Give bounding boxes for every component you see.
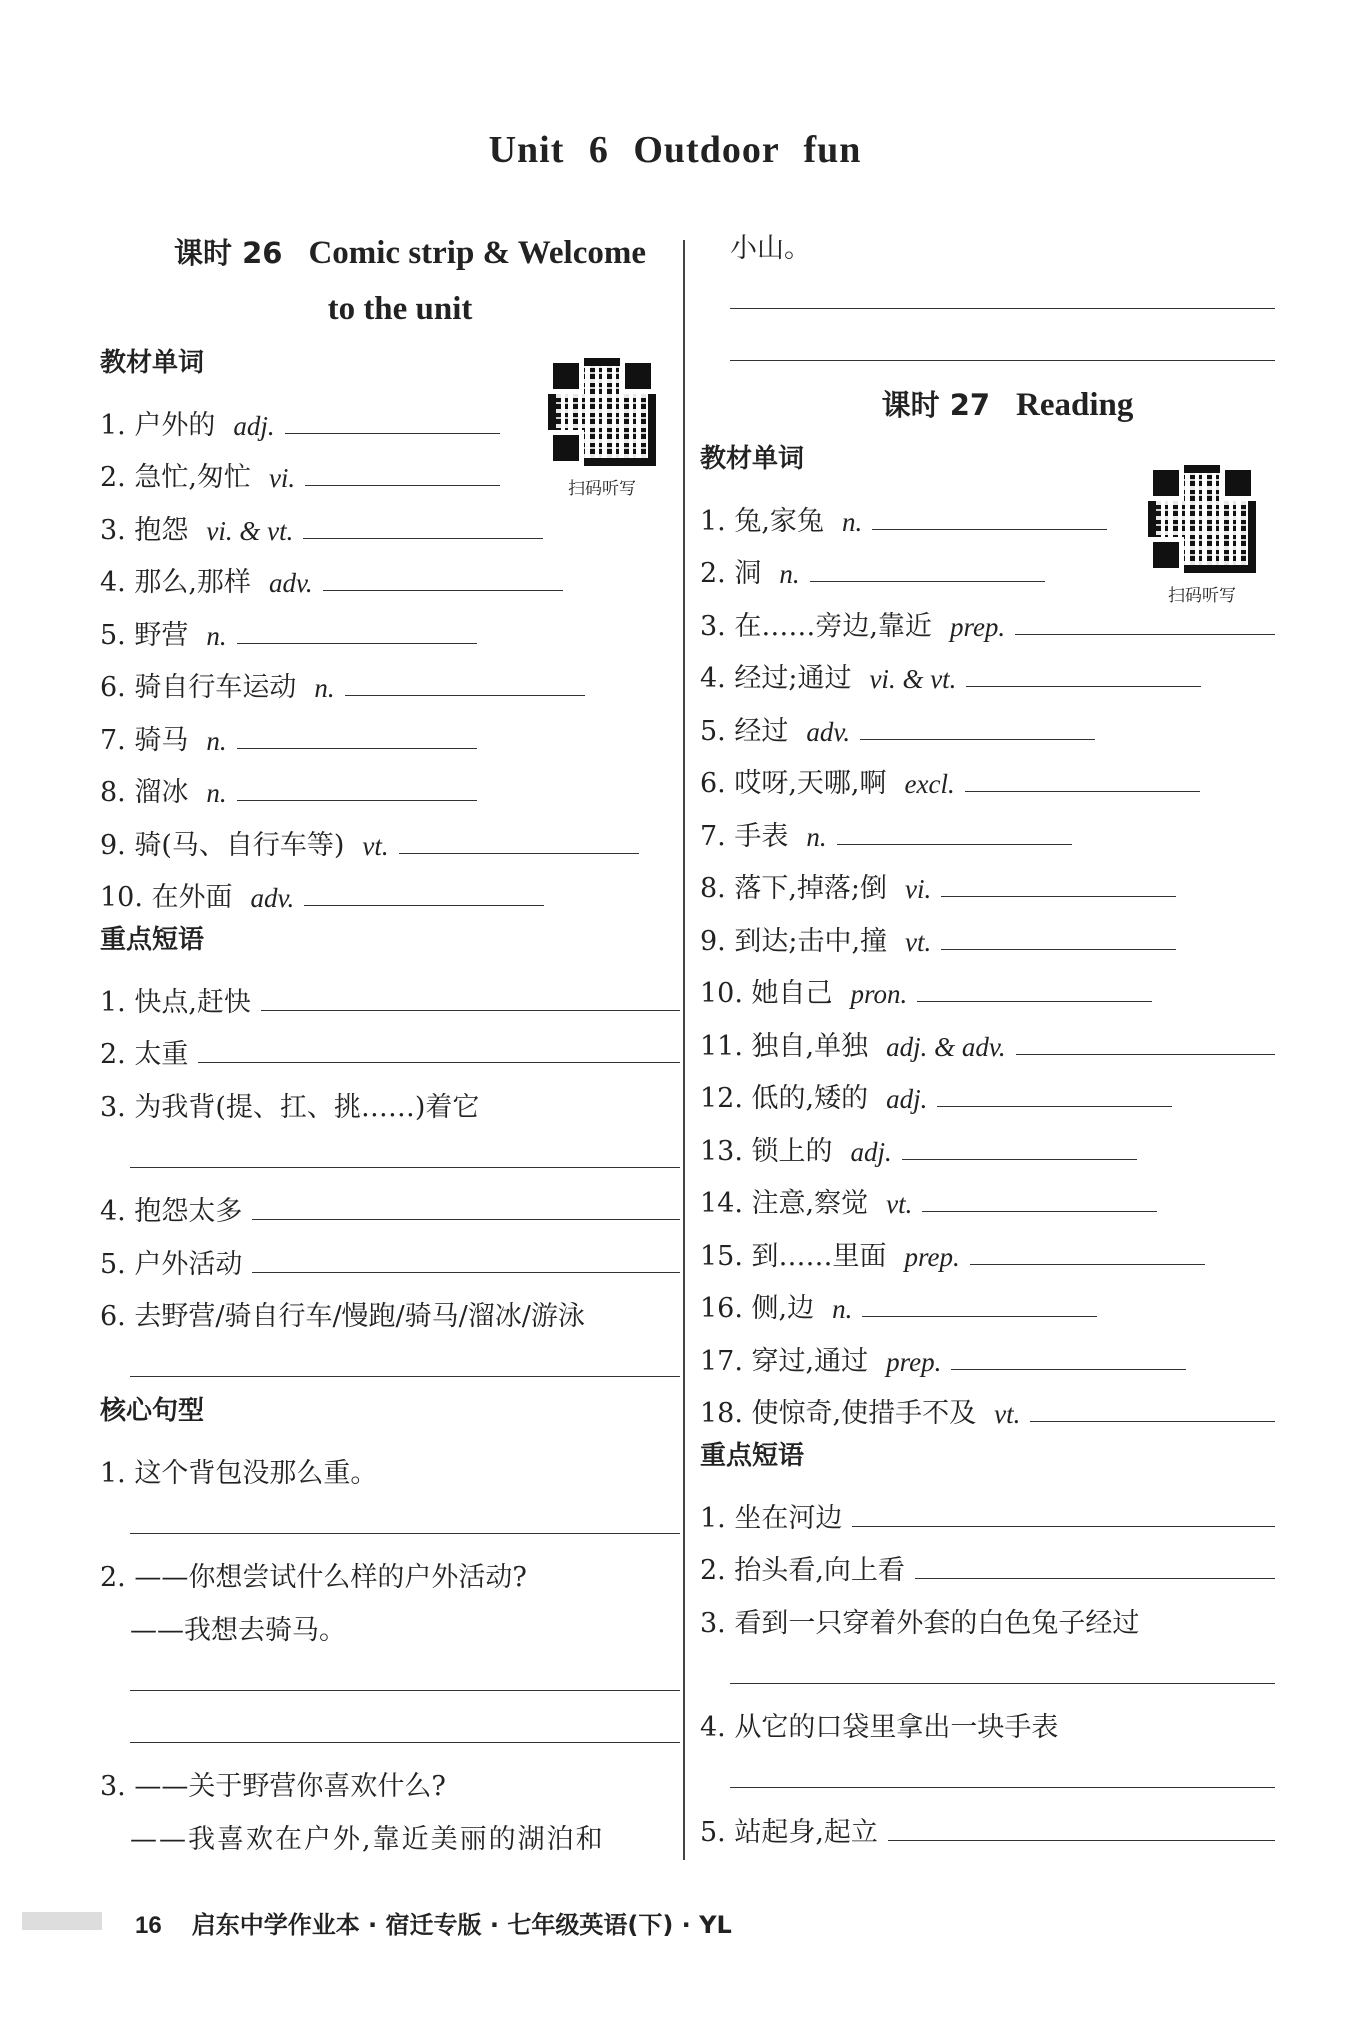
vocab-item: 10. 在外面 adv.	[100, 862, 680, 915]
phrase-item: 1. 坐在河边	[700, 1482, 1275, 1535]
phrase-item: 5. 站起身,起立	[700, 1796, 1275, 1849]
page-footer	[135, 1905, 732, 1940]
vocab-item: 8. 溜冰 n.	[100, 757, 680, 810]
answer-blank[interactable]	[252, 1218, 680, 1220]
sentence-item: 1. 这个背包没那么重。	[100, 1457, 378, 1489]
answer-blank[interactable]	[810, 580, 1045, 582]
vocab-item: 16. 侧,边 n.	[700, 1273, 1275, 1326]
phrase-heading: 重点短语	[100, 925, 205, 955]
vocab-item: 6. 骑自行车运动 n.	[100, 652, 680, 705]
qr-caption: 扫码听写	[1168, 586, 1236, 606]
answer-blank[interactable]	[937, 1105, 1172, 1107]
vocab-item: 2. 急忙,匆忙 vi.	[100, 442, 680, 495]
phrase-item: 1. 快点,赶快	[100, 966, 680, 1019]
answer-blank[interactable]	[1015, 633, 1275, 635]
vocab-item: 13. 锁上的 adj.	[700, 1115, 1275, 1168]
answer-blank[interactable]	[100, 1124, 680, 1176]
vocab-item: 9. 到达;击中,撞 vt.	[700, 905, 1275, 958]
sentence-heading: 核心句型	[100, 1396, 205, 1426]
lesson-number: 课时 27	[881, 388, 991, 422]
phrase-item: 4. 抱怨太多	[100, 1176, 680, 1229]
answer-blank[interactable]	[100, 1490, 680, 1542]
answer-blank[interactable]	[237, 747, 477, 749]
answer-blank[interactable]	[1030, 1420, 1275, 1422]
answer-blank[interactable]	[305, 484, 500, 486]
answer-blank[interactable]	[970, 1263, 1205, 1265]
answer-blank[interactable]	[700, 265, 1275, 317]
qr-caption: 扫码听写	[568, 479, 636, 499]
answer-blank[interactable]	[252, 1271, 680, 1273]
lesson-title: Reading	[1016, 387, 1134, 423]
answer-blank[interactable]	[862, 1315, 1097, 1317]
vocab-item: 15. 到……里面 prep.	[700, 1220, 1275, 1273]
qr-code-icon	[548, 358, 656, 466]
answer-blank[interactable]	[399, 852, 639, 854]
lesson-number: 课时 26	[173, 236, 283, 270]
answer-blank[interactable]	[345, 694, 585, 696]
page-number: 16	[135, 1912, 162, 1939]
answer-blank[interactable]	[323, 589, 563, 591]
vocab-item: 9. 骑(马、自行车等) vt.	[100, 809, 680, 862]
vocab-item: 4. 那么,那样 adv.	[100, 547, 680, 600]
column-divider	[683, 240, 685, 1860]
answer-blank[interactable]	[941, 895, 1176, 897]
vocab-item: 12. 低的,矮的 adj.	[700, 1063, 1275, 1116]
phrase-heading: 重点短语	[700, 1441, 805, 1471]
answer-blank[interactable]	[837, 843, 1072, 845]
phrase-item: 4. 从它的口袋里拿出一块手表	[700, 1712, 1059, 1743]
answer-blank[interactable]	[941, 948, 1176, 950]
phrase-item: 2. 太重	[100, 1019, 680, 1072]
vocab-item: 11. 独自,单独 adj. & adv.	[700, 1010, 1275, 1063]
vocab-item: 17. 穿过,通过 prep.	[700, 1325, 1275, 1378]
answer-blank[interactable]	[872, 528, 1107, 530]
vocab-item: 6. 哎呀,天哪,啊 excl.	[700, 748, 1275, 801]
vocab-item: 14. 注意,察觉 vt.	[700, 1168, 1275, 1221]
phrase-item: 2. 抬头看,向上看	[700, 1535, 1275, 1588]
answer-blank[interactable]	[1016, 1053, 1275, 1055]
answer-blank[interactable]	[951, 1368, 1186, 1370]
vocab-heading: 教材单词	[100, 348, 205, 378]
answer-blank[interactable]	[100, 1333, 680, 1385]
lesson-title-line1: Comic strip & Welcome	[308, 235, 646, 271]
answer-blank[interactable]	[902, 1158, 1137, 1160]
answer-blank[interactable]	[888, 1839, 1275, 1841]
phrase-item: 3. 看到一只穿着外套的白色兔子经过	[700, 1607, 1140, 1639]
vocab-item: 3. 在……旁边,靠近 prep.	[700, 590, 1275, 643]
vocab-item: 2. 洞 n.	[700, 538, 1275, 591]
phrase-item: 6. 去野营/骑自行车/慢跑/骑马/溜冰/游泳	[100, 1301, 585, 1332]
answer-blank[interactable]	[237, 799, 477, 801]
answer-blank[interactable]	[700, 1640, 1275, 1692]
lesson-26-title-line2: to the unit	[327, 291, 473, 327]
phrase-item: 5. 户外活动	[100, 1228, 680, 1281]
vocab-item: 4. 经过;通过 vi. & vt.	[700, 643, 1275, 696]
answer-blank[interactable]	[966, 685, 1201, 687]
sentence-item: ——我想去骑马。	[130, 1614, 346, 1646]
vocab-item: 1. 兔,家兔 n.	[700, 485, 1275, 538]
answer-blank[interactable]	[100, 1699, 680, 1751]
vocab-item: 7. 手表 n.	[700, 800, 1275, 853]
vocab-item: 1. 户外的 adj.	[100, 389, 680, 442]
unit-title: Unit 6 Outdoor fun	[488, 129, 862, 171]
sentence-item: 3. ——关于野营你喜欢什么?	[100, 1771, 446, 1802]
footer-text: 启东中学作业本 · 宿迁专版 · 七年级英语(下) · YL	[191, 1911, 732, 1939]
phrase-item: 3. 为我背(提、扛、挑……)着它	[100, 1091, 480, 1123]
answer-blank[interactable]	[700, 317, 1275, 369]
answer-blank[interactable]	[198, 1061, 680, 1063]
answer-blank[interactable]	[237, 642, 477, 644]
lesson-26-title	[100, 225, 680, 281]
answer-blank[interactable]	[965, 790, 1200, 792]
footer-mark	[22, 1912, 102, 1930]
qr-code-left[interactable]	[548, 358, 656, 499]
answer-blank[interactable]	[860, 738, 1095, 740]
sentence-item: 2. ——你想尝试什么样的户外活动?	[100, 1562, 527, 1593]
answer-blank[interactable]	[917, 1000, 1152, 1002]
vocab-item: 10. 她自己 pron.	[700, 958, 1275, 1011]
answer-blank[interactable]	[304, 904, 544, 906]
continuation-text: 小山。	[730, 233, 811, 264]
answer-blank[interactable]	[100, 1647, 680, 1699]
answer-blank[interactable]	[922, 1210, 1157, 1212]
lesson-27-title	[700, 377, 1275, 433]
sentence-item: ——我喜欢在户外,靠近美丽的湖泊和	[130, 1823, 605, 1855]
vocab-item: 5. 经过 adv.	[700, 695, 1275, 748]
vocab-item: 7. 骑马 n.	[100, 704, 680, 757]
vocab-item: 8. 落下,掉落;倒 vi.	[700, 853, 1275, 906]
qr-code-right[interactable]	[1148, 465, 1256, 606]
vocab-item: 5. 野营 n.	[100, 599, 680, 652]
answer-blank[interactable]	[915, 1577, 1275, 1579]
qr-code-icon	[1148, 465, 1256, 573]
answer-blank[interactable]	[852, 1525, 1275, 1527]
vocab-item: 3. 抱怨 vi. & vt.	[100, 494, 680, 547]
vocab-item: 18. 使惊奇,使措手不及 vt.	[700, 1378, 1275, 1431]
answer-blank[interactable]	[700, 1744, 1275, 1796]
answer-blank[interactable]	[261, 1009, 680, 1011]
answer-blank[interactable]	[285, 432, 500, 434]
vocab-heading: 教材单词	[700, 444, 805, 474]
answer-blank[interactable]	[303, 537, 543, 539]
